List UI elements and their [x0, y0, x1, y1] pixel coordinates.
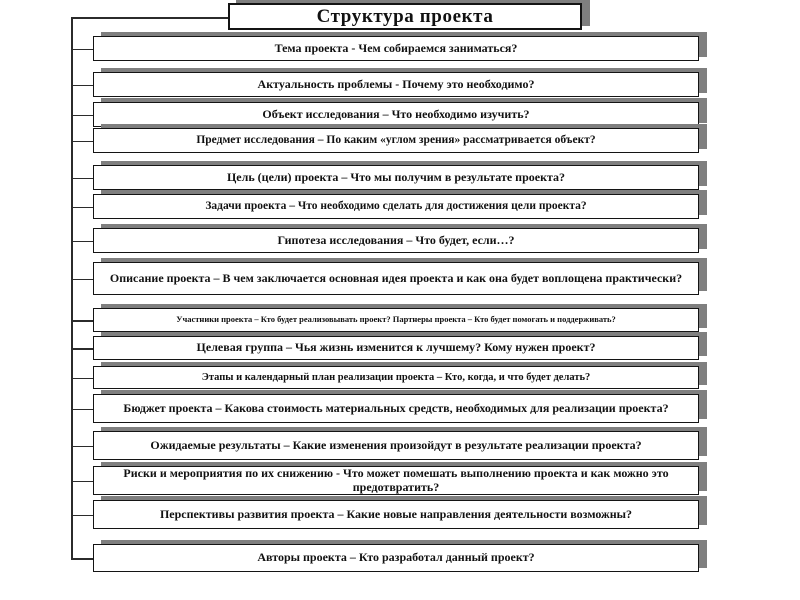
- diagram-title: Структура проекта: [228, 3, 582, 30]
- structure-box-8: Описание проекта – В чем заключается основная идея проекта и как она будет воплощена практически?: [93, 262, 699, 295]
- connector-stub: [71, 85, 93, 87]
- structure-box-2: Актуальность проблемы - Почему это необходимо?: [93, 72, 699, 97]
- structure-box-6: Задачи проекта – Что необходимо сделать для достижения цели проекта?: [93, 194, 699, 219]
- connector-trunk: [71, 17, 73, 560]
- connector-stub: [71, 49, 93, 51]
- structure-box-14: Риски и мероприятия по их снижению - Что может помешать выполнению проекта и как можно это предотвратить?: [93, 466, 699, 495]
- connector-stub: [71, 141, 93, 143]
- structure-box-9: Участники проекта – Кто будет реализовывать проект? Партнеры проекта – Кто будет помогать и поддерживать?: [93, 308, 699, 332]
- connector-stub: [71, 558, 93, 560]
- structure-box-12: Бюджет проекта – Какова стоимость материальных средств, необходимых для реализации проекта?: [93, 394, 699, 423]
- connector-stub: [71, 207, 93, 209]
- structure-box-3: Объект исследования – Что необходимо изучить?: [93, 102, 699, 127]
- structure-box-13: Ожидаемые результаты – Какие изменения произойдут в результате реализации проекта?: [93, 431, 699, 460]
- structure-box-15: Перспективы развития проекта – Какие новые направления деятельности возможны?: [93, 500, 699, 529]
- connector-stub: [71, 115, 93, 117]
- connector-stub: [71, 178, 93, 180]
- connector-stub: [71, 348, 93, 350]
- structure-box-4: Предмет исследования – По каким «углом зрения» рассматривается объект?: [93, 128, 699, 153]
- structure-box-7: Гипотеза исследования – Что будет, если…?: [93, 228, 699, 253]
- connector-stub: [71, 378, 93, 380]
- structure-box-10: Целевая группа – Чья жизнь изменится к лучшему? Кому нужен проект?: [93, 336, 699, 360]
- connector-stub: [71, 409, 93, 411]
- connector-stub: [71, 241, 93, 243]
- connector-stub: [71, 481, 93, 483]
- structure-box-1: Тема проекта - Чем собираемся заниматься?: [93, 36, 699, 61]
- structure-box-11: Этапы и календарный план реализации проекта – Кто, когда, и что будет делать?: [93, 366, 699, 389]
- connector-stub: [71, 446, 93, 448]
- connector-stub: [71, 279, 93, 281]
- connector-stub: [71, 320, 93, 322]
- connector-stub: [71, 17, 228, 19]
- structure-box-16: Авторы проекта – Кто разработал данный проект?: [93, 544, 699, 572]
- structure-box-5: Цель (цели) проекта – Что мы получим в результате проекта?: [93, 165, 699, 190]
- connector-stub: [71, 515, 93, 517]
